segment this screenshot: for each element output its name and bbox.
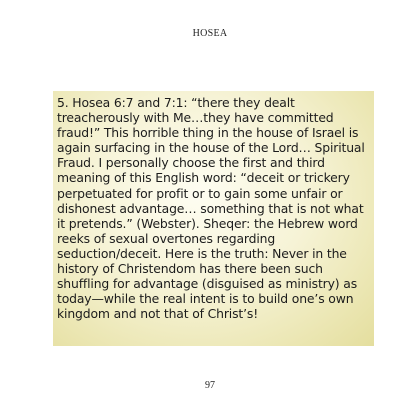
highlighted-callout-box (53, 91, 374, 346)
callout-text: 5. Hosea 6:7 and 7:1: “there they dealt treacherously with Me…they have committed fraud!” This horrible thing in the house of Israel is again surfacing in the house of the Lord… Spiritual Fraud. I personally choose the first and third meaning of this English word: “deceit or trickery perpetuated for profit or to gain some unfair or dishonest advantage… something that is not what it pretends.” (Webster). Sheqer: the Hebrew word reeks of sexual overtones regarding seduction/deceit. Here is the truth: Never in the history of Christendom has there been such shuffling for advantage (disguised as ministry) as today—while the real intent is to build one’s own kingdom and not that of Christ’s! (57, 95, 365, 322)
running-head: HOSEA (192, 28, 228, 39)
page-number: 97 (205, 380, 215, 391)
